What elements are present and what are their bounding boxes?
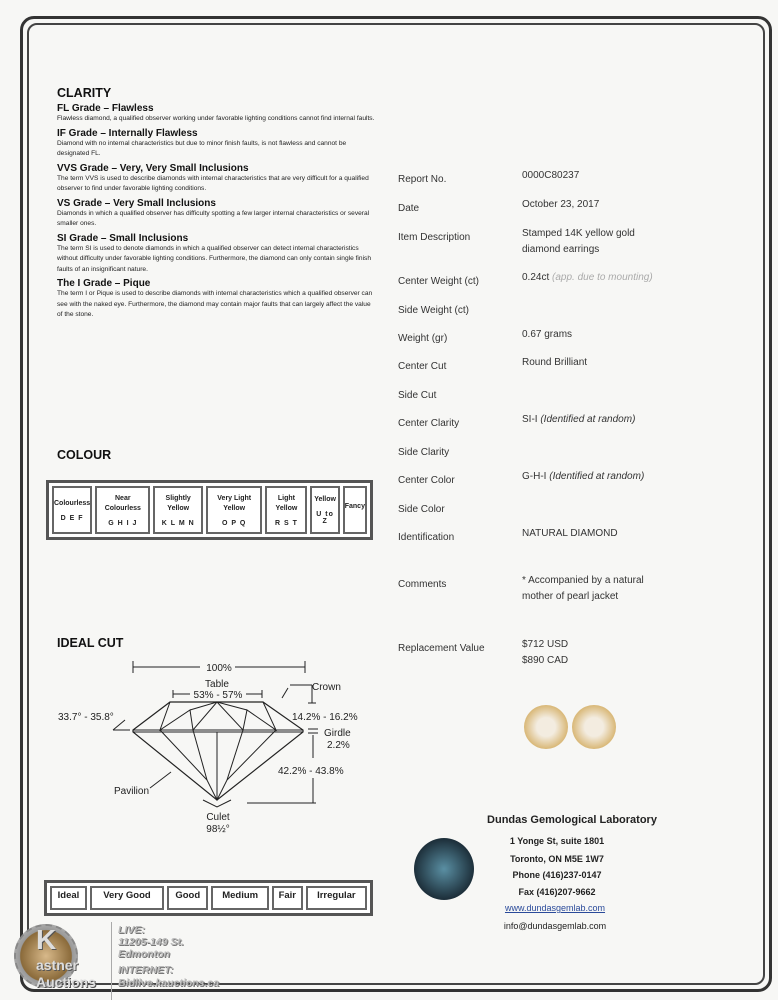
crown-height-label: 14.2% - 16.2% [292,712,358,723]
colour-cell [153,486,203,534]
field-label: Side Color [398,504,445,515]
field-value-text: NATURAL DIAMOND [522,528,618,539]
colour-grades: U to Z [316,511,334,525]
clarity-grade-description: Diamonds in which a qualified observer has difficulty spotting a few larger internal characteristics or several smaller ones. [57,209,370,227]
field-value-text: G-H-I [522,471,547,482]
field-value-text: 0.24ct [522,272,550,283]
field-label: Weight (gr) [398,333,448,344]
colour-name: Yellow [314,496,336,503]
field-value [522,197,599,213]
clarity-grade-title: IF Grade – Internally Flawless [57,127,198,139]
field-label: Side Weight (ct) [398,305,469,316]
colour-title: COLOUR [57,448,112,462]
colour-grades: O P Q [222,519,247,527]
field-label: Item Description [398,232,471,243]
diamond-proportions-diagram [50,650,380,840]
clarity-grade-title: FL Grade – Flawless [57,103,154,114]
lab-name: Dundas Gemological Laboratory [487,814,657,826]
cut-grade-cell: Good [167,886,208,910]
table-label: Table [205,679,229,690]
field-value [522,412,635,428]
field-value-text: 0000C80237 [522,170,580,181]
field-value [522,469,644,485]
internet-label: INTERNET: [118,964,174,976]
colour-name: Light Yellow [275,494,298,512]
colour-name: Slightly Yellow [165,494,191,512]
girdle-value-label: 2.2% [327,740,350,751]
field-value-line2: mother of pearl jacket [522,591,619,602]
colour-cell [95,486,150,534]
clarity-grade-description: The term I or Pique is used to describe diamonds with internal characteristics which a qualified observer can see with the naked eye. Furthermore, the diamond may contain major faults that can largely affect the value of the stone. [57,290,373,318]
girdle-label: Girdle [324,728,351,739]
field-value-text: SI-I [522,414,538,425]
field-label: Identification [398,532,455,543]
lab-phone: Phone (416)237-0147 [512,870,602,880]
cut-grade-cell: Fair [272,886,303,910]
field-label: Side Cut [398,390,437,401]
clarity-grade-title: VVS Grade – Very, Very Small Inclusions [57,162,249,174]
field-value-line2: diamond earrings [522,244,600,255]
colour-grades: R S T [274,519,298,527]
colour-name: Very Light Yellow [217,494,252,512]
field-value-text: October 23, 2017 [522,199,600,210]
field-value [522,526,618,542]
field-label: Report No. [398,174,447,185]
field-label: Comments [398,579,447,590]
field-value-text: * Accompanied by a natural [522,575,644,586]
culet-label: Culet [206,812,230,823]
colour-cell [265,486,307,534]
cut-grade-cell: Medium [211,886,268,910]
field-value [522,270,653,286]
live-address-2: Edmonton [118,948,170,960]
field-value [522,327,572,343]
internet-url: Bidlive.kauctions.ca [118,977,219,989]
total-width-label: 100% [206,663,232,674]
field-label: Center Color [398,475,455,486]
clarity-grade-description: The term SI is used to denote diamonds in which a qualified observer can detect internal characteristics without difficulty under favorable lighting conditions. Furthermore, the diamond can only contain single finish faults of an insignificant nature. [57,244,371,273]
colour-cell [206,486,262,534]
field-note: (Identified at random) [540,414,636,425]
cut-grade-cell: Irregular [306,886,367,910]
cut-grade-cell: Very Good [90,886,164,910]
cut-grade-cell: Ideal [50,886,87,910]
ideal-cut-title: IDEAL CUT [57,636,124,650]
field-label: Center Weight (ct) [398,276,479,287]
colour-grades: D E F [60,514,84,522]
lab-email: info@dundasgemlab.com [503,921,607,931]
field-value [522,168,579,184]
lab-website-link[interactable]: www.dundasgemlab.com [504,903,606,913]
field-label: Center Cut [398,361,447,372]
clarity-section [57,86,377,321]
field-value-text: $712 USD [522,639,569,650]
field-value-text: 0.67 grams [522,329,573,340]
pavilion-label: Pavilion [114,786,150,797]
clarity-grade-description: Diamond with no internal characteristics but due to minor finish faults, is not flawless and cannot be designated FL. [57,139,347,157]
culet-angle-label: 98½° [206,824,230,835]
clarity-title: CLARITY [57,86,112,100]
crown-label: Crown [312,682,341,693]
kastner-auctions-logo: K astner Auctions [6,922,106,994]
live-address-1: 11205-149 St. [118,936,184,948]
field-value [522,637,568,669]
field-value [522,355,587,371]
colour-cell [343,486,367,534]
field-value-text: Round Brilliant [522,357,588,368]
earrings-photo [522,703,617,753]
colour-scale-table [46,480,373,540]
field-value [522,573,644,605]
field-label: Center Clarity [398,418,460,429]
watermark-divider [111,922,112,1000]
clarity-grade-title: The I Grade – Pique [57,278,151,289]
field-label: Replacement Value [398,643,485,654]
field-note: (Identified at random) [549,471,645,482]
clarity-grade-title: VS Grade – Very Small Inclusions [57,197,216,209]
field-label: Side Clarity [398,447,450,458]
table-range-label: 53% - 57% [193,690,243,701]
field-value-text: Stamped 14K yellow gold [522,228,635,239]
clarity-grade-description: Flawless diamond, a qualified observer working under favorable lighting conditions cannot find internal faults. [57,115,375,122]
colour-grades: K L M N [161,519,195,527]
colour-name: Fancy [344,503,365,510]
clarity-grade-title: SI Grade – Small Inclusions [57,232,189,244]
pavilion-depth-label: 42.2% - 43.8% [278,766,344,777]
colour-cell [310,486,339,534]
colour-name: Near Colourless [104,494,141,512]
colour-name: Colourless [54,499,91,507]
cut-grade-table [44,880,373,916]
crown-angle-label: 33.7° - 35.8° [58,712,114,723]
field-note: (app. due to mounting) [552,272,653,283]
lab-fax: Fax (416)207-9662 [518,887,596,897]
clarity-grade-description: The term VVS is used to describe diamonds with internal characteristics that are very difficult for a qualified observer to find under favorable lighting conditions. [57,174,369,192]
colour-cell [52,486,92,534]
field-value-line2: $890 CAD [522,655,569,666]
lab-address-1: 1 Yonge St, suite 1801 [509,836,605,846]
lab-address-2: Toronto, ON M5E 1W7 [510,854,604,864]
field-value [522,226,635,258]
colour-grades: G H I J [108,519,138,527]
field-label: Date [398,203,420,214]
live-label: LIVE: [118,924,145,936]
